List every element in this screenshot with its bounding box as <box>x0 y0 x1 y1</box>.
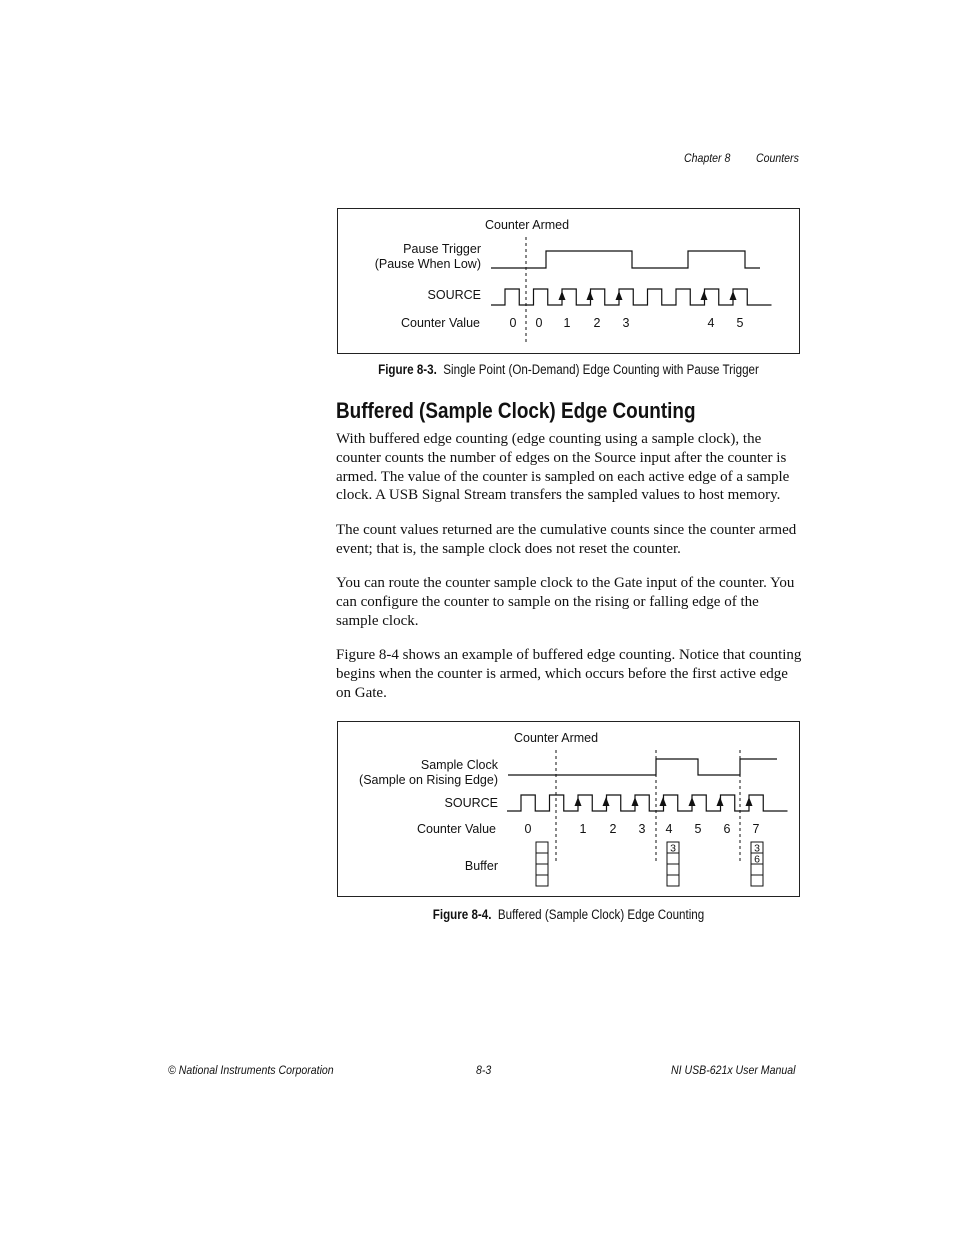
rising-edge-arrow <box>730 291 737 300</box>
sample-on-rising-label: (Sample on Rising Edge) <box>359 773 498 787</box>
buffer-after-sample-2 <box>751 842 763 886</box>
counter-value-0: 0 <box>509 316 517 330</box>
figure-8-3 <box>337 208 800 354</box>
counter-armed-label: Counter Armed <box>485 218 570 232</box>
counter-value-4: 4 <box>707 316 715 330</box>
paragraph-4: Figure 8-4 shows an example of buffered edge counting. Notice that counting begins when the counter is armed, which occurs before the first active edge on Gate. <box>336 647 802 701</box>
counter-value-0b: 0 <box>535 316 543 330</box>
fig2-value-2: 2 <box>609 822 617 836</box>
counter-value-1: 1 <box>563 316 571 330</box>
timing-diagram-pause-trigger <box>338 209 801 355</box>
rising-edge-arrow <box>559 291 566 300</box>
source-active-edges-2 <box>575 797 753 806</box>
counter-value-label: Counter Value <box>401 316 480 330</box>
counter-value-2: 2 <box>593 316 601 330</box>
rising-edge-arrow <box>632 797 639 806</box>
pause-when-low-label: (Pause When Low) <box>374 257 481 271</box>
figure-8-4 <box>337 721 800 897</box>
counter-value-3: 3 <box>622 316 630 330</box>
timing-diagram-buffered <box>338 722 801 898</box>
rising-edge-arrow <box>701 291 708 300</box>
counter-armed-label-2: Counter Armed <box>514 731 599 745</box>
paragraph-3: You can route the counter sample clock to the Gate input of the counter. You can configure the counter to sample on the rising or falling edge of the sample clock. <box>336 575 795 629</box>
figure-8-4-caption-text: Buffered (Sample Clock) Edge Counting <box>497 907 705 922</box>
rising-edge-arrow <box>689 797 696 806</box>
running-header-section: Counters <box>756 151 799 165</box>
fig2-value-3: 3 <box>638 822 646 836</box>
figure-8-3-caption-label: Figure 8-3. <box>378 362 437 377</box>
counter-value-5: 5 <box>736 316 744 330</box>
figure-8-3-caption-text: Single Point (On-Demand) Edge Counting with Pause Trigger <box>443 362 759 377</box>
buffer2-entry-1: 6 <box>754 853 760 866</box>
paragraph-2: The count values returned are the cumulative counts since the counter armed event; that is, the sample clock does not reset the counter. <box>336 522 797 557</box>
paragraph-1: With buffered edge counting (edge counting using a sample clock), the counter counts the number of edges on the Source input after the counter is armed. The value of the counter is sampled on each active edge of a sample clock. A USB Signal Stream transfers the sampled values to host memory. <box>336 431 790 504</box>
rising-edge-arrow <box>717 797 724 806</box>
rising-edge-arrow <box>587 291 594 300</box>
buffer-initial <box>536 842 548 886</box>
pause-trigger-waveform <box>491 251 760 268</box>
source-label: SOURCE <box>427 288 481 302</box>
buffer-label: Buffer <box>464 859 498 873</box>
figure-8-3-caption <box>369 362 767 377</box>
fig2-value-0: 0 <box>524 822 532 836</box>
footer-manual-title: NI USB-621x User Manual <box>671 1063 796 1077</box>
rising-edge-arrow <box>746 797 753 806</box>
fig2-value-7: 7 <box>752 822 760 836</box>
buffer1-entry-0: 3 <box>670 842 676 855</box>
fig2-value-4: 4 <box>665 822 673 836</box>
source-waveform-2 <box>507 795 788 811</box>
footer-page-number: 8-3 <box>476 1063 492 1077</box>
sample-clock-waveform <box>508 759 777 775</box>
fig2-value-5: 5 <box>694 822 702 836</box>
sample-clock-label: Sample Clock <box>420 758 498 772</box>
section-heading: Buffered (Sample Clock) Edge Counting <box>336 398 696 423</box>
fig2-value-1: 1 <box>579 822 587 836</box>
footer-copyright: © National Instruments Corporation <box>168 1063 334 1077</box>
rising-edge-arrow <box>603 797 610 806</box>
source-waveform <box>491 289 772 305</box>
figure-8-4-caption <box>369 907 767 922</box>
buffer-after-sample-1 <box>667 842 679 886</box>
rising-edge-arrow <box>616 291 623 300</box>
figure-8-4-caption-label: Figure 8-4. <box>432 907 492 922</box>
counter-value-label-2: Counter Value <box>417 822 496 836</box>
pause-trigger-label: Pause Trigger <box>403 242 481 256</box>
source-label-2: SOURCE <box>444 796 498 810</box>
fig2-value-6: 6 <box>723 822 731 836</box>
running-header-chapter: Chapter 8 <box>684 151 731 165</box>
rising-edge-arrow <box>660 797 667 806</box>
rising-edge-arrow <box>575 797 582 806</box>
buffer2-entry-0: 3 <box>754 842 760 855</box>
